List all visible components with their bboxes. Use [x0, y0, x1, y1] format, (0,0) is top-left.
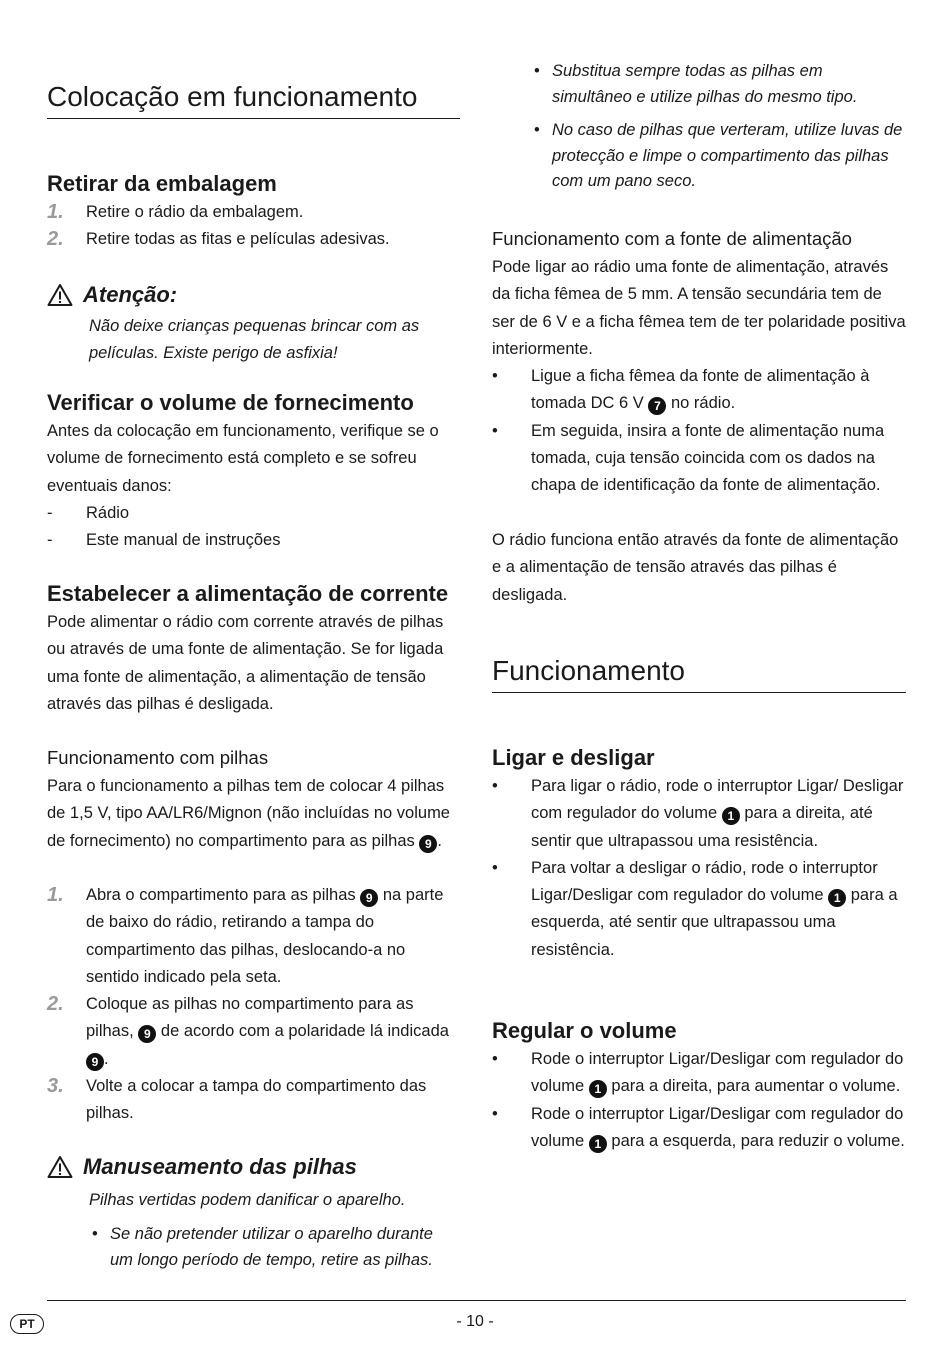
adapter-steps	[492, 363, 906, 499]
adapter-operation-text-2: O rádio funciona então através da fonte de alimentação e a alimentação de tensão através das pilhas é desligada.	[492, 531, 899, 604]
warning-attention	[47, 281, 460, 311]
volume-steps	[492, 1046, 906, 1155]
callout-badge: 1	[589, 1135, 607, 1153]
language-badge: PT	[10, 1314, 44, 1334]
callout-badge: 7	[648, 397, 666, 415]
power-supply-text: Pode alimentar o rádio com corrente através de pilhas ou através de uma fonte de alimentação. Se for ligada uma fonte de alimentação, a alimentação de tensão através das pilhas é desligada.	[47, 613, 444, 713]
warning-triangle-icon	[47, 283, 73, 307]
list-item: 3. Volte a colocar a tampa do compartimento das pilhas.	[47, 1075, 427, 1123]
callout-badge: 1	[828, 889, 846, 907]
list-item: 1. Abra o compartimento para as pilhas 9 na parte de baixo do rádio, retirando a tampa do compartimento das pilhas, deslocando-a no sentido indicado pela seta.	[47, 884, 444, 986]
list-item: 1. Retire o rádio da embalagem.	[47, 201, 304, 223]
list-item: • Rode o interruptor Ligar/Desligar com regulador do volume 1 para a direita, para aumentar o volume.	[492, 1050, 904, 1097]
adapter-operation-heading: Funcionamento com a fonte de alimentação	[492, 228, 852, 249]
list-item: • Substitua sempre todas as pilhas em simultâneo e utilize pilhas do mesmo tipo.	[534, 62, 858, 106]
warning-text: Não deixe crianças pequenas brincar com as películas. Existe perigo de asfixia!	[89, 317, 420, 362]
battery-operation-text: Para o funcionamento a pilhas tem de colocar 4 pilhas de 1,5 V, tipo AA/LR6/Mignon (não incluídas no volume de fornecimento) no compartimento para as pilhas 9 .	[47, 777, 450, 851]
delivery-items	[47, 500, 460, 555]
battery-operation-heading: Funcionamento com pilhas	[47, 747, 269, 768]
callout-badge: 9	[138, 1025, 156, 1043]
warning-text: Pilhas vertidas podem danificar o aparelho.	[89, 1191, 406, 1209]
callout-badge: 1	[722, 807, 740, 825]
battery-steps	[47, 882, 460, 1128]
callout-badge: 9	[86, 1053, 104, 1071]
list-item: • Rode o interruptor Ligar/Desligar com regulador do volume 1 para a esquerda, para reduzir o volume.	[492, 1104, 905, 1151]
warning-title: Manuseamento das pilhas	[83, 1154, 357, 1179]
battery-warning-list	[92, 1222, 460, 1281]
volume-heading: Regular o volume	[492, 1018, 677, 1043]
list-item: • Se não pretender utilizar o aparelho durante um longo período de tempo, retire as pilhas.	[92, 1225, 433, 1269]
page-number: - 10 -	[456, 1313, 494, 1330]
check-delivery-heading: Verificar o volume de fornecimento	[47, 390, 414, 415]
unpack-steps	[47, 199, 460, 254]
adapter-operation-text: Pode ligar ao rádio uma fonte de alimentação, através da ficha fêmea de 5 mm. A tensão secundária tem de ser de 6 V e a ficha fêmea tem de ter polaridade positiva interiormente.	[492, 258, 906, 358]
callout-badge: 1	[589, 1080, 607, 1098]
section-heading-startup: Colocação em funcionamento	[47, 80, 460, 119]
list-item: - Este manual de instruções	[47, 531, 281, 550]
list-item: 2. Coloque as pilhas no compartimento para as pilhas, 9 de acordo com a polaridade lá indicada 9 .	[47, 993, 449, 1069]
list-item: • Para voltar a desligar o rádio, rode o interruptor Ligar/Desligar com regulador do volume 1 para a esquerda, até sentir que ultrapassou uma resistência.	[492, 858, 898, 959]
list-item: 2. Retire todas as fitas e películas adesivas.	[47, 228, 390, 251]
on-off-steps	[492, 773, 906, 964]
warning-title: Atenção:	[83, 282, 178, 307]
list-item: • Em seguida, insira a fonte de alimentação numa tomada, cuja tensão coincida com os dados na chapa de identificação da fonte de alimentação.	[492, 421, 885, 495]
callout-badge: 9	[360, 889, 378, 907]
list-item: • Para ligar o rádio, rode o interruptor Ligar/ Desligar com regulador do volume 1 para a direita, até sentir que ultrapassou uma resistência.	[492, 777, 904, 850]
battery-warning-list-cont	[534, 59, 906, 203]
callout-badge: 9	[419, 835, 437, 853]
on-off-heading: Ligar e desligar	[492, 745, 655, 770]
section-heading-operation: Funcionamento	[492, 654, 906, 693]
list-item: - Rádio	[47, 504, 130, 522]
list-item: • Ligue a ficha fêmea da fonte de alimentação à tomada DC 6 V 7 no rádio.	[492, 367, 870, 414]
warning-battery-handling	[47, 1153, 460, 1183]
check-delivery-text: Antes da colocação em funcionamento, verifique se o volume de fornecimento está completo e se sofreu eventuais danos:	[47, 422, 439, 495]
warning-triangle-icon	[47, 1155, 73, 1179]
footer-divider	[47, 1300, 906, 1301]
list-item: • No caso de pilhas que verteram, utilize luvas de protecção e limpe o compartimento das pilhas com um pano seco.	[534, 121, 903, 190]
unpack-heading: Retirar da embalagem	[47, 171, 277, 196]
power-supply-heading: Estabelecer a alimentação de corrente	[47, 581, 449, 606]
